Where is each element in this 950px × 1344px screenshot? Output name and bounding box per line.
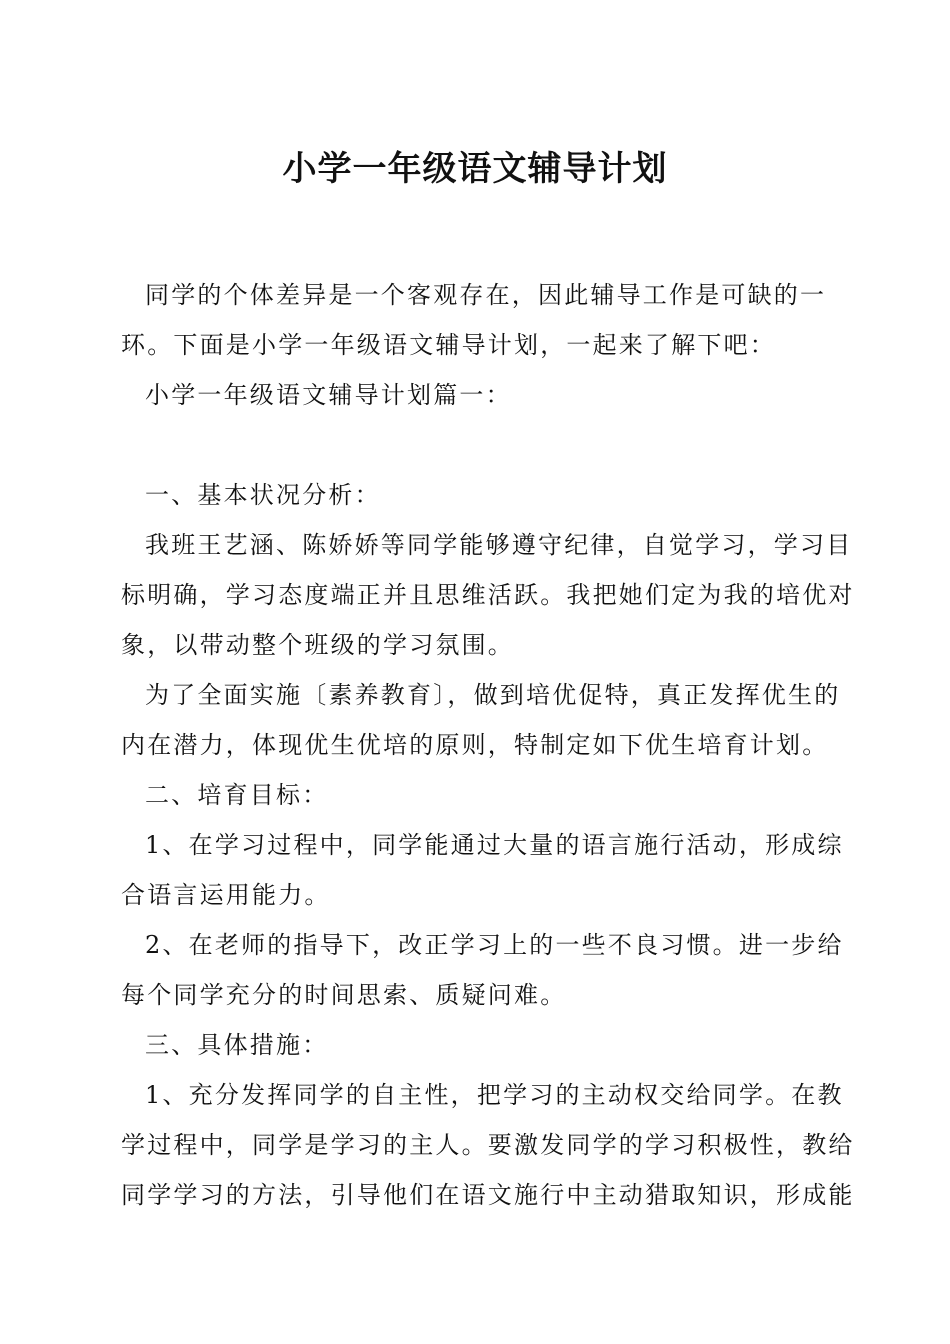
document-title: 小学一年级语文辅导计划 <box>282 149 668 189</box>
document-body <box>121 270 856 1220</box>
goal-item-2: 2、在老师的指导下，改正学习上的一些不良习惯。进一步给每个同学充分的时间思索、质疑问难。 <box>121 931 844 1009</box>
section-heading-part-one: 小学一年级语文辅导计划篇一： <box>145 381 512 409</box>
paragraph-class-analysis: 我班王艺涵、陈娇娇等同学能够遵守纪律，自觉学习，学习目标明确，学习态度端正并且思维活跃。我把她们定为我的培优对象，以带动整个班级的学习氛围。 <box>121 531 855 659</box>
paragraph-plan-purpose: 为了全面实施〔素养教育〕，做到培优促特，真正发挥优生的内在潜力，体现优生优培的原则，特制定如下优生培育计划。 <box>121 681 841 759</box>
intro-paragraph: 同学的个体差异是一个客观存在，因此辅导工作是可缺的一环。下面是小学一年级语文辅导计划，一起来了解下吧： <box>121 281 827 359</box>
measure-item-1: 1、充分发挥同学的自主性，把学习的主动权交给同学。在教学过程中，同学是学习的主人。要激发同学的学习积极性，教给同学学习的方法，引导他们在语文施行中主动猎取知识，形成能 <box>121 1081 855 1209</box>
heading-training-goals: 二、培育目标： <box>145 781 329 809</box>
heading-basic-analysis: 一、基本状况分析： <box>145 481 381 509</box>
blank-line <box>121 420 856 470</box>
heading-specific-measures: 三、具体措施： <box>145 1031 329 1059</box>
goal-item-1: 1、在学习过程中，同学能通过大量的语言施行活动，形成综合语言运用能力。 <box>121 831 844 909</box>
